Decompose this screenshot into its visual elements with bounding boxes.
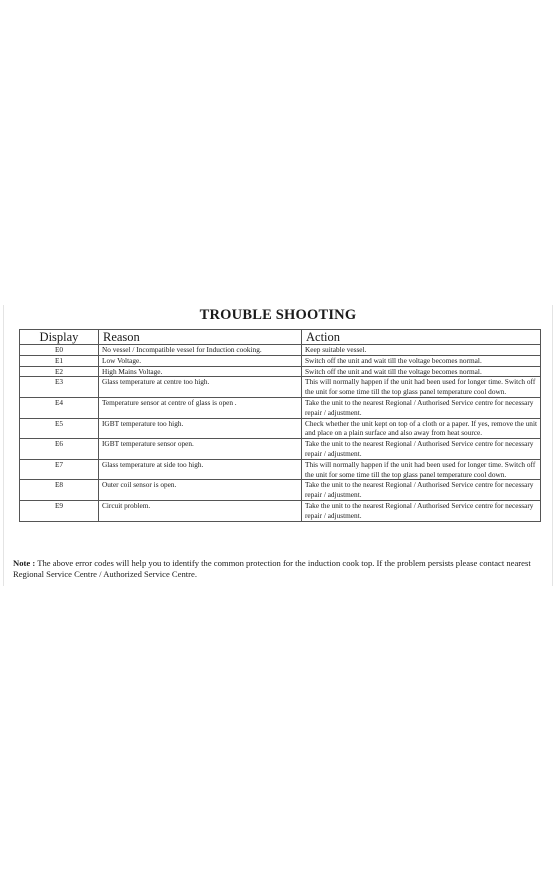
table-row: [20, 397, 541, 418]
error-action: This will normally happen if the unit had been used for longer time. Switch off the unit for some time till the top glass panel temperature cool down.: [302, 377, 541, 398]
table-header-row: [20, 330, 541, 345]
error-code: E0: [20, 345, 99, 356]
error-code: E3: [20, 377, 99, 398]
error-code: E5: [20, 418, 99, 439]
error-reason: Glass temperature at side too high.: [99, 459, 302, 480]
error-code: E6: [20, 439, 99, 460]
error-reason: Outer coil sensor is open.: [99, 480, 302, 501]
column-header-reason: Reason: [99, 330, 302, 345]
error-reason: Low Voltage.: [99, 355, 302, 366]
error-reason: IGBT temperature too high.: [99, 418, 302, 439]
error-reason: Glass temperature at centre too high.: [99, 377, 302, 398]
error-action: Take the unit to the nearest Regional / Authorised Service centre for necessary repair / adjustment.: [302, 439, 541, 460]
error-code: E7: [20, 459, 99, 480]
error-action: This will normally happen if the unit had been used for longer time. Switch off the unit for some time till the top glass panel temperature cool down.: [302, 459, 541, 480]
error-action: Switch off the unit and wait till the voltage becomes normal.: [302, 355, 541, 366]
error-reason: Circuit problem.: [99, 500, 302, 521]
footnote: [13, 558, 543, 580]
error-action: Switch off the unit and wait till the voltage becomes normal.: [302, 366, 541, 377]
table-row: [20, 355, 541, 366]
error-action: Take the unit to the nearest Regional / Authorised Service centre for necessary repair / adjustment.: [302, 500, 541, 521]
table-row: [20, 500, 541, 521]
error-code: E2: [20, 366, 99, 377]
error-code: E1: [20, 355, 99, 366]
error-code: E8: [20, 480, 99, 501]
note-label: Note :: [13, 558, 36, 568]
table-row: [20, 418, 541, 439]
table-row: [20, 439, 541, 460]
error-code: E9: [20, 500, 99, 521]
error-action: Take the unit to the nearest Regional / Authorised Service centre for necessary repair / adjustment.: [302, 480, 541, 501]
error-reason: No vessel / Incompatible vessel for Induction cooking.: [99, 345, 302, 356]
page-title: TROUBLE SHOOTING: [199, 307, 357, 323]
error-reason: Temperature sensor at centre of glass is open .: [99, 397, 302, 418]
error-reason: High Mains Voltage.: [99, 366, 302, 377]
error-action: Keep suitable vessel.: [302, 345, 541, 356]
error-action: Take the unit to the nearest Regional / Authorised Service centre for necessary repair / adjustment.: [302, 397, 541, 418]
error-action: Check whether the unit kept on top of a cloth or a paper. If yes, remove the unit and place on a plain surface and also away from heat source.: [302, 418, 541, 439]
table-row: [20, 366, 541, 377]
table-row: [20, 377, 541, 398]
column-header-display: Display: [20, 330, 99, 345]
table-row: [20, 480, 541, 501]
error-code: E4: [20, 397, 99, 418]
column-header-action: Action: [302, 330, 541, 345]
table-row: [20, 345, 541, 356]
error-reason: IGBT temperature sensor open.: [99, 439, 302, 460]
trouble-shooting-table: [19, 329, 541, 522]
table-row: [20, 459, 541, 480]
note-text: The above error codes will help you to identify the common protection for the induction cook top. If the problem persists please contact nearest Regional Service Centre / Authorized Service Centre.: [13, 558, 531, 579]
